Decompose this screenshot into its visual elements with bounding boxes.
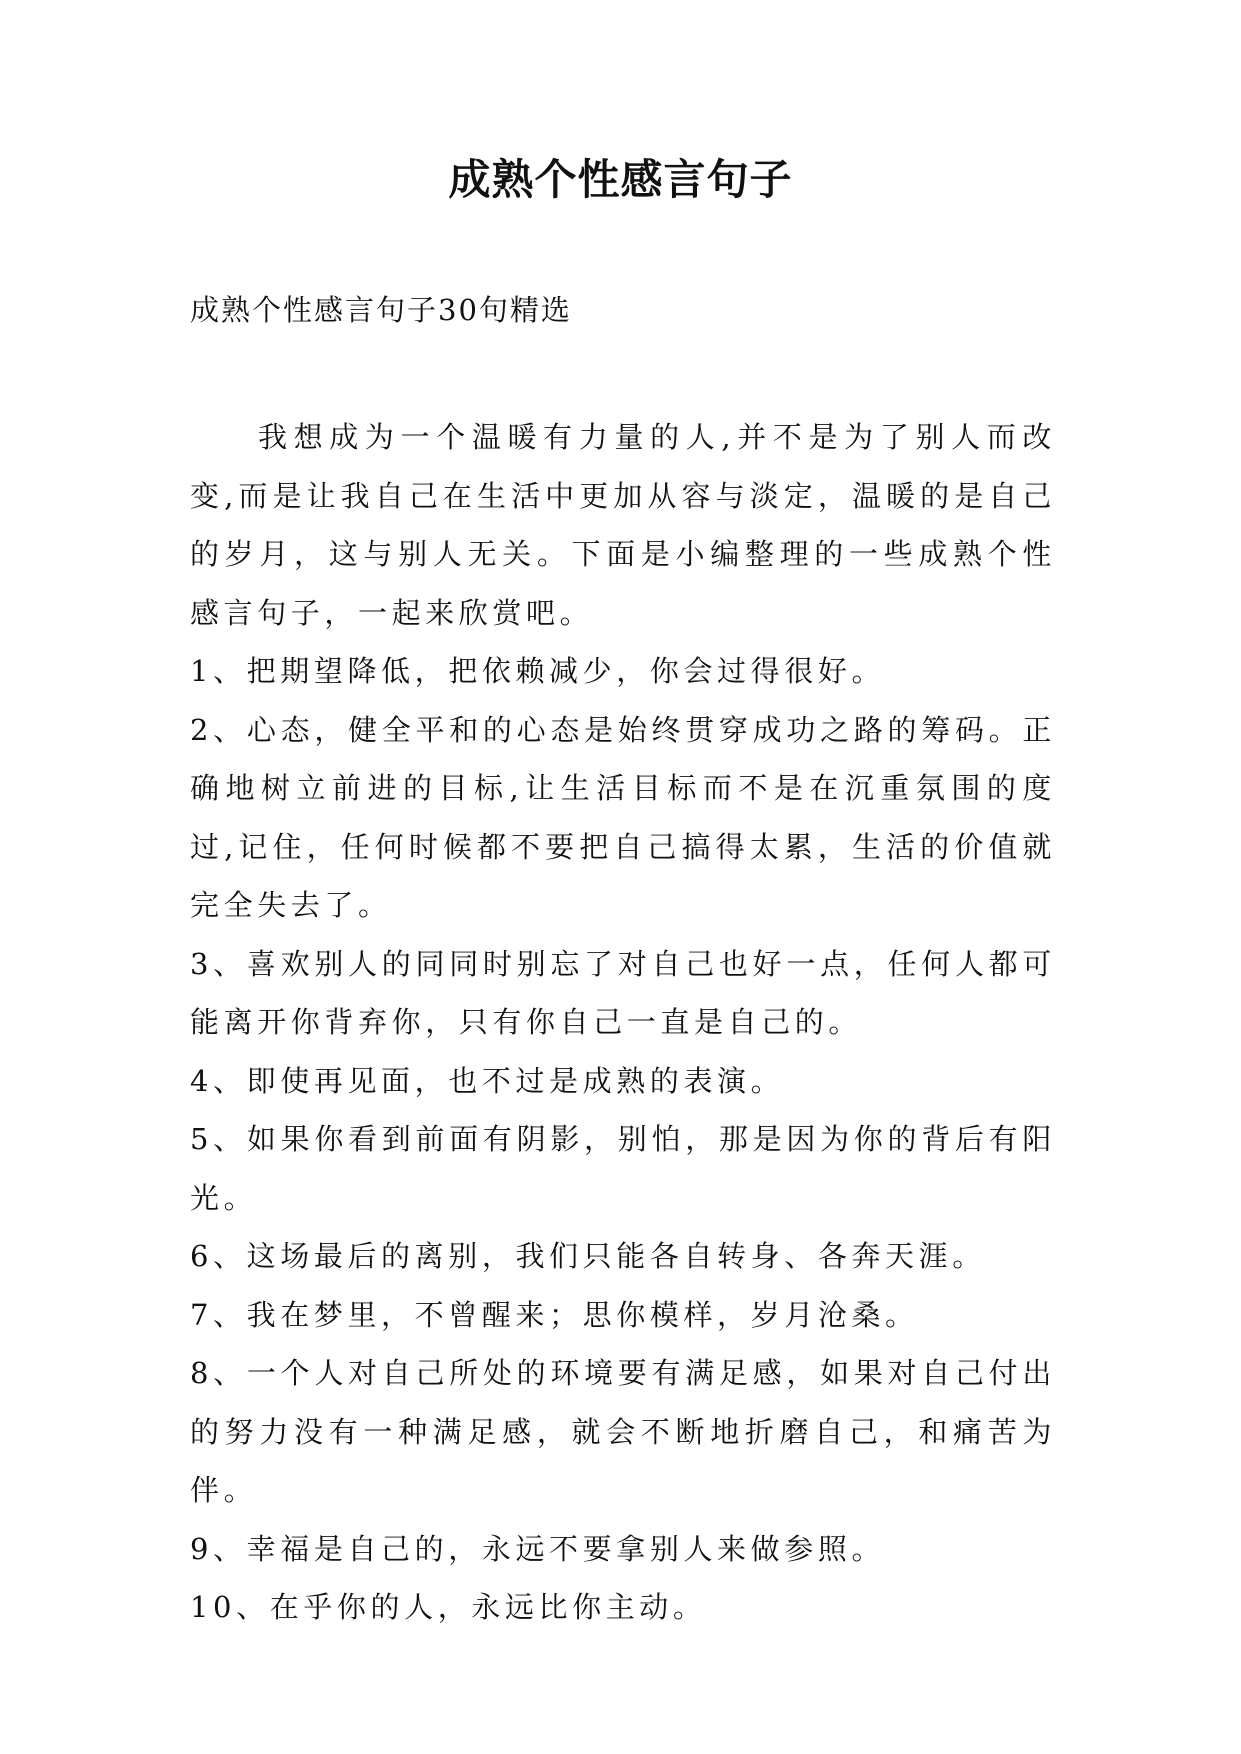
list-item: 2、心态，健全平和的心态是始终贯穿成功之路的筹码。正确地树立前进的目标,让生活目标而不是在沉重氛围的度过,记住，任何时候都不要把自己搞得太累，生活的价值就完全失去了。	[190, 712, 1056, 922]
list-item: 9、幸福是自己的，永远不要拿别人来做参照。	[190, 1531, 886, 1566]
list-item: 4、即使再见面，也不过是成熟的表演。	[190, 1063, 785, 1098]
list-item: 8、一个人对自己所处的环境要有满足感，如果对自己付出的努力没有一种满足感，就会不断地折磨自己，和痛苦为伴。	[190, 1356, 1056, 1507]
list-item: 1、把期望降低，把依赖减少，你会过得很好。	[190, 654, 886, 688]
document-subtitle: 成熟个性感言句子30句精选	[190, 293, 572, 327]
document-title: 成熟个性感言句子	[448, 155, 793, 204]
list-item: 7、我在梦里，不曾醒来；思你模样，岁月沧桑。	[190, 1297, 919, 1332]
list-item: 10、在乎你的人，永远比你主动。	[190, 1590, 707, 1624]
list-item: 6、这场最后的离别，我们只能各自转身、各奔天涯。	[190, 1239, 986, 1273]
list-item: 5、如果你看到前面有阴影，别怕，那是因为你的背后有阳光。	[190, 1122, 1056, 1215]
document-body	[190, 408, 1056, 1637]
list-item: 3、喜欢别人的同同时别忘了对自己也好一点，任何人都可能离开你背弃你，只有你自己一直是自己的。	[190, 946, 1056, 1039]
intro-paragraph: 我想成为一个温暖有力量的人,并不是为了别人而改变,而是让我自己在生活中更加从容与淡定，温暖的是自己的岁月，这与别人无关。下面是小编整理的一些成熟个性感言句子，一起来欣赏吧。	[190, 420, 1056, 630]
